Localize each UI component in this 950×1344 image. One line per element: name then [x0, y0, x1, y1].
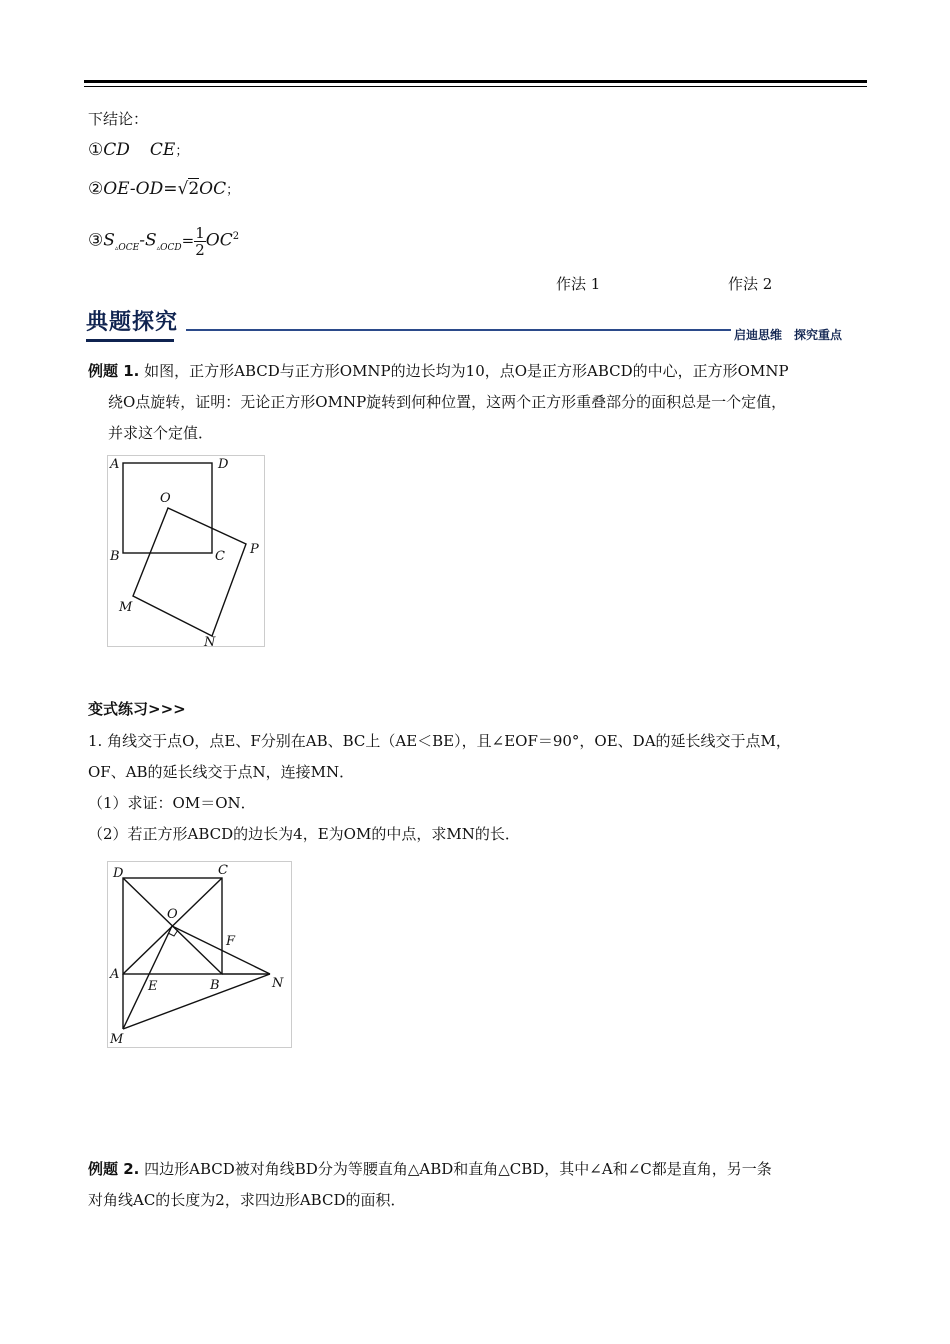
label-m: M	[110, 1032, 124, 1047]
label-a: A	[110, 457, 120, 472]
c1-b: CE	[149, 140, 176, 160]
label-o: O	[160, 491, 171, 506]
label-a: A	[110, 967, 120, 982]
header-rule-thin	[84, 86, 867, 87]
section-divider	[186, 329, 731, 331]
label-m: M	[119, 600, 133, 615]
section-subtitle: 启迪思维 探究重点	[734, 328, 843, 342]
example-1-label: 例题 1.	[88, 362, 140, 380]
example-2-label: 例题 2.	[88, 1160, 140, 1178]
c3-num: ③	[88, 230, 104, 251]
c3-sup: 2	[232, 231, 240, 242]
label-n: N	[204, 635, 216, 647]
sqrt-sign: √	[177, 179, 189, 199]
variant-line-2: OF、AB的延长线交于点N，连接MN．	[88, 763, 355, 781]
label-o: O	[167, 907, 178, 922]
example-2-line-1: 四边形ABCD被对角线BD分为等腰直角△ABD和直角△CBD，其中∠A和∠C都是直角，另一条	[144, 1160, 772, 1178]
c2-end: ；	[226, 183, 240, 198]
example-2	[88, 1154, 868, 1216]
c2-expr: OE-OD=	[103, 179, 178, 199]
variant-problem	[88, 726, 868, 850]
label-b: B	[210, 978, 220, 993]
example-2-line-2: 对角线AC的长度为2，求四边形ABCD的面积．	[88, 1191, 406, 1209]
label-d: D	[218, 457, 229, 472]
c3-fraction	[194, 225, 206, 258]
c3-fraction-num: 1	[195, 223, 205, 242]
c3-fraction-den: 2	[195, 240, 205, 259]
c3-oc: OC	[205, 230, 233, 251]
conclusion-3: $③S_{▵OCE}-S_{▵OCD}=$ $\frac{1}{2}$ $OC^2$	[88, 223, 240, 259]
label-f: F	[226, 934, 236, 949]
section-title-underline	[86, 339, 174, 342]
variant-question-1: （1）求证：OM＝ON．	[88, 794, 256, 812]
label-d: D	[113, 866, 124, 881]
c2-radicand: 2	[188, 179, 200, 199]
conclusion-1	[88, 139, 188, 163]
c1-a: CD	[103, 140, 130, 160]
label-b: B	[110, 549, 120, 564]
c3-s1: S	[103, 230, 115, 251]
intro-line: 下结论：	[88, 110, 149, 128]
c3-sub2: OCD	[160, 243, 182, 254]
figure-rotated-squares	[107, 455, 265, 647]
variant-line-1: 1. 角线交于点O，点E、F分别在AB、BC上（AE＜BE），且∠EOF＝90°，OE、DA的延长线交于点M，	[88, 732, 791, 750]
c3-sub1: OCE	[118, 243, 140, 254]
c2-oc: OC	[199, 179, 227, 199]
label-p: P	[250, 542, 259, 557]
line-on	[172, 926, 270, 974]
method-2-label: 作法 2	[728, 275, 773, 293]
label-n: N	[272, 976, 284, 991]
c3-eq: =	[181, 231, 195, 250]
c3-minus: -S	[139, 230, 157, 251]
example-1-line-2: 绕O点旋转，证明：无论正方形OMNP旋转到何种位置，这两个正方形重叠部分的面积总是一个定值，	[108, 393, 787, 411]
c2-num: ②	[88, 179, 104, 199]
square-omnp	[133, 508, 246, 636]
example-1-line-3: 并求这个定值．	[108, 424, 214, 442]
label-c: C	[215, 549, 225, 564]
label-e: E	[148, 979, 158, 994]
variant-question-2: （2）若正方形ABCD的边长为4，E为OM的中点，求MN的长．	[88, 825, 520, 843]
conclusion-2	[88, 178, 239, 202]
figure-square-mn	[107, 861, 292, 1048]
example-1-line-1: 如图，正方形ABCD与正方形OMNP的边长均为10，点O是正方形ABCD的中心，正方形OMNP	[144, 362, 789, 380]
section-title: 典题探究	[86, 310, 179, 335]
header-rule-thick	[84, 80, 867, 83]
c1-end: ；	[175, 144, 189, 159]
c1-num: ①	[88, 140, 104, 160]
variant-heading: 变式练习>>>	[88, 700, 186, 718]
method-1-label: 作法 1	[556, 275, 601, 293]
label-c: C	[218, 863, 228, 878]
example-1	[88, 356, 868, 449]
